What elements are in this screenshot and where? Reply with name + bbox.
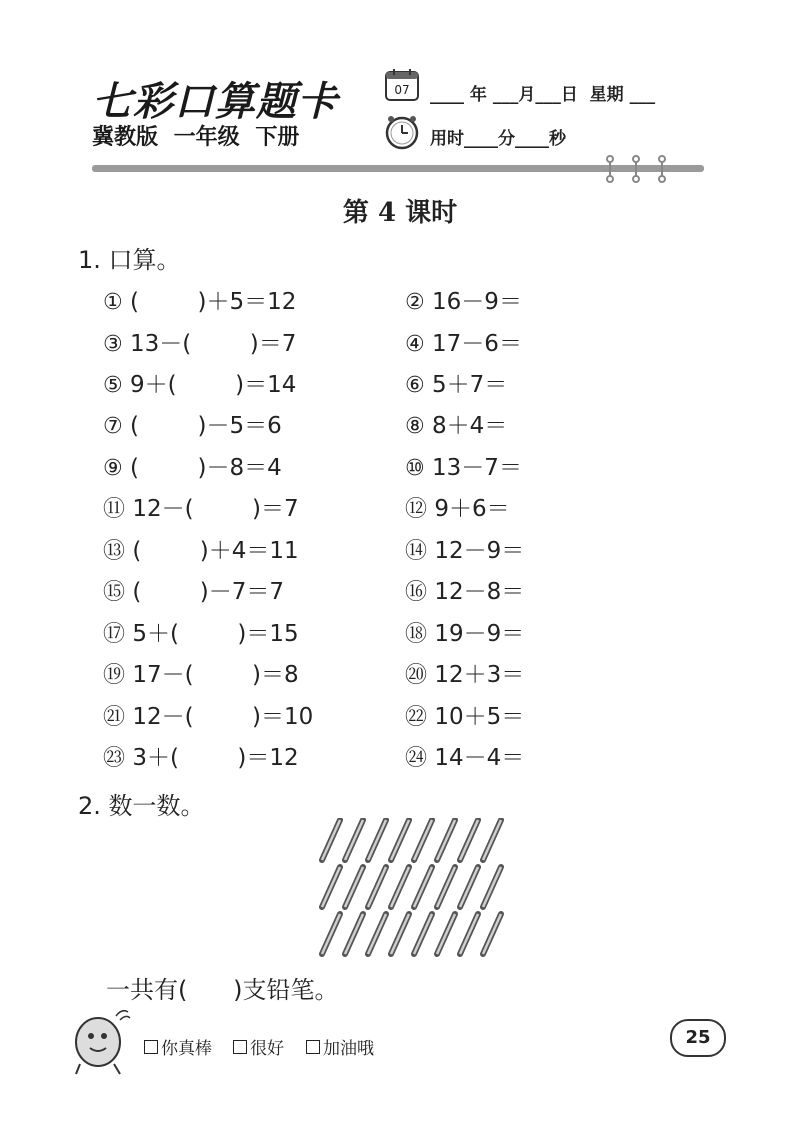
exercise-item[interactable]: ③ 13－( )＝7 <box>103 331 297 357</box>
pencil-icon <box>437 820 455 860</box>
pencil-icon <box>345 820 363 860</box>
pencil-icon <box>368 820 386 860</box>
pencil-icon <box>460 914 478 954</box>
pencil-icon <box>391 820 409 860</box>
pencil-icon <box>368 867 386 907</box>
exercise-item[interactable]: ⑩ 13－7＝ <box>405 455 522 481</box>
exercise-item[interactable]: ⑧ 8＋4＝ <box>405 413 508 439</box>
q1-heading: 1. 口算。 <box>78 246 181 274</box>
rating-option-good[interactable]: 很好 <box>233 1034 284 1059</box>
pencil-icon <box>460 867 478 907</box>
exercise-item[interactable]: ⑥ 5＋7＝ <box>405 372 508 398</box>
exercise-item[interactable]: ⑰ 5＋( )＝15 <box>103 621 299 647</box>
exercise-item[interactable]: ⑬ ( )＋4＝11 <box>103 538 299 564</box>
exercise-item[interactable]: ㉔ 14－4＝ <box>405 745 525 771</box>
calendar-day: 07 <box>394 83 410 97</box>
pencil-icon <box>322 820 340 860</box>
mascot-icon <box>68 1004 132 1078</box>
exercise-item[interactable]: ⑦ ( )－5＝6 <box>103 413 282 439</box>
exercise-item[interactable]: ⑱ 19－9＝ <box>405 621 525 647</box>
lesson-title: 第 4 课时 <box>342 198 458 228</box>
clock-icon <box>384 114 420 150</box>
answer-line[interactable]: 一共有( )支铅笔。 <box>106 976 339 1004</box>
pencil-icon <box>460 820 478 860</box>
pencil-icon <box>483 914 501 954</box>
pencil-icon <box>414 867 432 907</box>
pencil-group <box>314 818 514 960</box>
calendar-icon <box>384 68 420 102</box>
exercise-item[interactable]: ⑲ 17－( )＝8 <box>103 662 299 688</box>
page-number: 25 <box>670 1019 726 1057</box>
pencil-icon <box>414 914 432 954</box>
pencil-icon <box>437 867 455 907</box>
exercise-item[interactable]: ① ( )＋5＝12 <box>103 289 297 315</box>
pencil-icon <box>483 820 501 860</box>
pencil-icon <box>414 820 432 860</box>
checkbox-icon[interactable] <box>144 1040 158 1054</box>
checkbox-icon[interactable] <box>233 1040 247 1054</box>
divider-rings-icon <box>598 154 678 184</box>
pencil-icon <box>322 867 340 907</box>
exercise-item[interactable]: ⑨ ( )－8＝4 <box>103 455 282 481</box>
brand-title: 七彩口算题卡 <box>92 78 338 125</box>
exercise-item[interactable]: ㉑ 12－( )＝10 <box>103 704 314 730</box>
q2-heading: 2. 数一数。 <box>78 792 205 820</box>
time-spent-line[interactable]: 用时____分____秒 <box>430 129 566 149</box>
exercise-item[interactable]: ⑯ 12－8＝ <box>405 579 525 605</box>
exercise-item[interactable]: ⑪ 12－( )＝7 <box>103 496 299 522</box>
exercise-item[interactable]: ④ 17－6＝ <box>405 331 522 357</box>
date-fill-line[interactable]: ____ 年 ___月___日 星期 ___ <box>430 85 656 105</box>
exercise-item[interactable]: ⑮ ( )－7＝7 <box>103 579 285 605</box>
exercise-item[interactable]: ㉓ 3＋( )＝12 <box>103 745 299 771</box>
rating-option-great[interactable]: 你真棒 <box>144 1034 212 1059</box>
pencil-icon <box>368 914 386 954</box>
exercise-item[interactable]: ⑳ 12＋3＝ <box>405 662 525 688</box>
exercise-item[interactable]: ② 16－9＝ <box>405 289 522 315</box>
rating-option-keep-going[interactable]: 加油哦 <box>306 1034 374 1059</box>
pencil-icon <box>483 867 501 907</box>
pencil-icon <box>345 914 363 954</box>
pencil-icon <box>345 867 363 907</box>
pencil-icon <box>391 867 409 907</box>
exercise-item[interactable]: ⑭ 12－9＝ <box>405 538 525 564</box>
checkbox-icon[interactable] <box>306 1040 320 1054</box>
exercise-item[interactable]: ⑫ 9＋6＝ <box>405 496 510 522</box>
pencil-icon <box>322 914 340 954</box>
exercise-item[interactable]: ⑤ 9＋( )＝14 <box>103 372 297 398</box>
pencil-icon <box>437 914 455 954</box>
edition-label: 冀教版 一年级 下册 <box>92 125 300 150</box>
pencil-icon <box>391 914 409 954</box>
exercise-item[interactable]: ㉒ 10＋5＝ <box>405 704 525 730</box>
